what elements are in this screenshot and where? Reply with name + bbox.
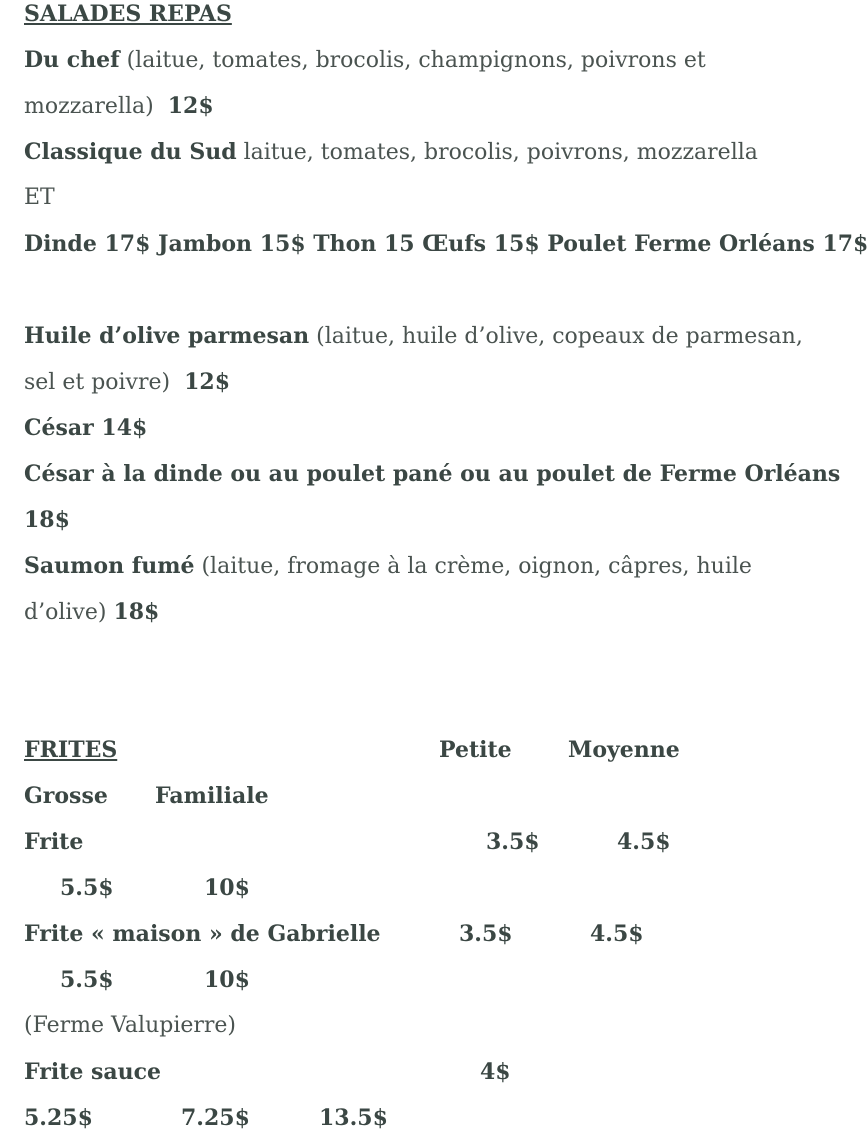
item-name: Saumon fumé <box>24 553 195 579</box>
classique-options: Dinde 17$ Jambon 15$ Thon 15 Œufs 15$ Poulet Ferme Orléans 17$ <box>24 231 868 257</box>
frite-maison-moyenne-price: 4.5$ <box>590 921 644 947</box>
frite-sauce-petite-price: 4$ <box>480 1059 511 1085</box>
frite-sauce-familiale-price: 13.5$ <box>319 1105 388 1131</box>
frite-sauce-moyenne-price: 5.25$ <box>24 1105 93 1131</box>
menu-item-cesar: César 14$ <box>24 415 148 441</box>
frite-sauce-name: Frite sauce <box>24 1059 162 1085</box>
header-moyenne: Moyenne <box>568 737 680 763</box>
salades-section-title: SALADES REPAS <box>24 1 232 27</box>
item-description: mozzarella) <box>24 94 154 119</box>
menu-item-du-chef-cont <box>24 93 214 120</box>
frite-maison-familiale-price: 10$ <box>204 967 250 993</box>
item-name: Du chef <box>24 47 120 73</box>
item-description: d’olive) <box>24 600 107 625</box>
frite-maison-petite-price: 3.5$ <box>459 921 513 947</box>
item-price: 12$ <box>167 93 214 119</box>
item-name: Classique du Sud <box>24 139 237 165</box>
menu-item-classique <box>24 139 758 166</box>
frites-section-title: FRITES <box>24 737 118 763</box>
item-price: 12$ <box>184 369 231 395</box>
frite-maison-name: Frite « maison » de Gabrielle <box>24 921 381 947</box>
menu-item-du-chef <box>24 47 706 74</box>
header-grosse: Grosse <box>24 783 108 809</box>
frite-maison-note: (Ferme Valupierre) <box>24 1013 237 1038</box>
frite-name: Frite <box>24 829 84 855</box>
item-description: sel et poivre) <box>24 370 171 395</box>
item-description: (laitue, tomates, brocolis, champignons, poivrons et <box>119 48 706 73</box>
menu-item-saumon <box>24 553 752 580</box>
item-price: 18$ <box>113 599 160 625</box>
frite-maison-grosse-price: 5.5$ <box>60 967 114 993</box>
item-description: laitue, tomates, brocolis, poivrons, mozzarella <box>236 140 758 165</box>
item-name: Huile d’olive parmesan <box>24 323 310 349</box>
frite-familiale-price: 10$ <box>204 875 250 901</box>
menu-item-cesar-dinde: César à la dinde ou au poulet pané ou au poulet de Ferme Orléans <box>24 461 841 487</box>
header-petite: Petite <box>439 737 512 763</box>
menu-item-huile-olive <box>24 323 803 350</box>
menu-item-saumon-cont <box>24 599 159 626</box>
frite-moyenne-price: 4.5$ <box>617 829 671 855</box>
frite-petite-price: 3.5$ <box>486 829 540 855</box>
item-description: (laitue, fromage à la crème, oignon, câpres, huile <box>194 554 752 579</box>
menu-item-cesar-dinde-price: 18$ <box>24 507 70 533</box>
frite-grosse-price: 5.5$ <box>60 875 114 901</box>
header-familiale: Familiale <box>155 783 269 809</box>
menu-item-huile-olive-cont <box>24 369 230 396</box>
item-description: (laitue, huile d’olive, copeaux de parmesan, <box>309 324 803 349</box>
frite-sauce-grosse-price: 7.25$ <box>181 1105 250 1131</box>
classique-et: ET <box>24 185 55 210</box>
